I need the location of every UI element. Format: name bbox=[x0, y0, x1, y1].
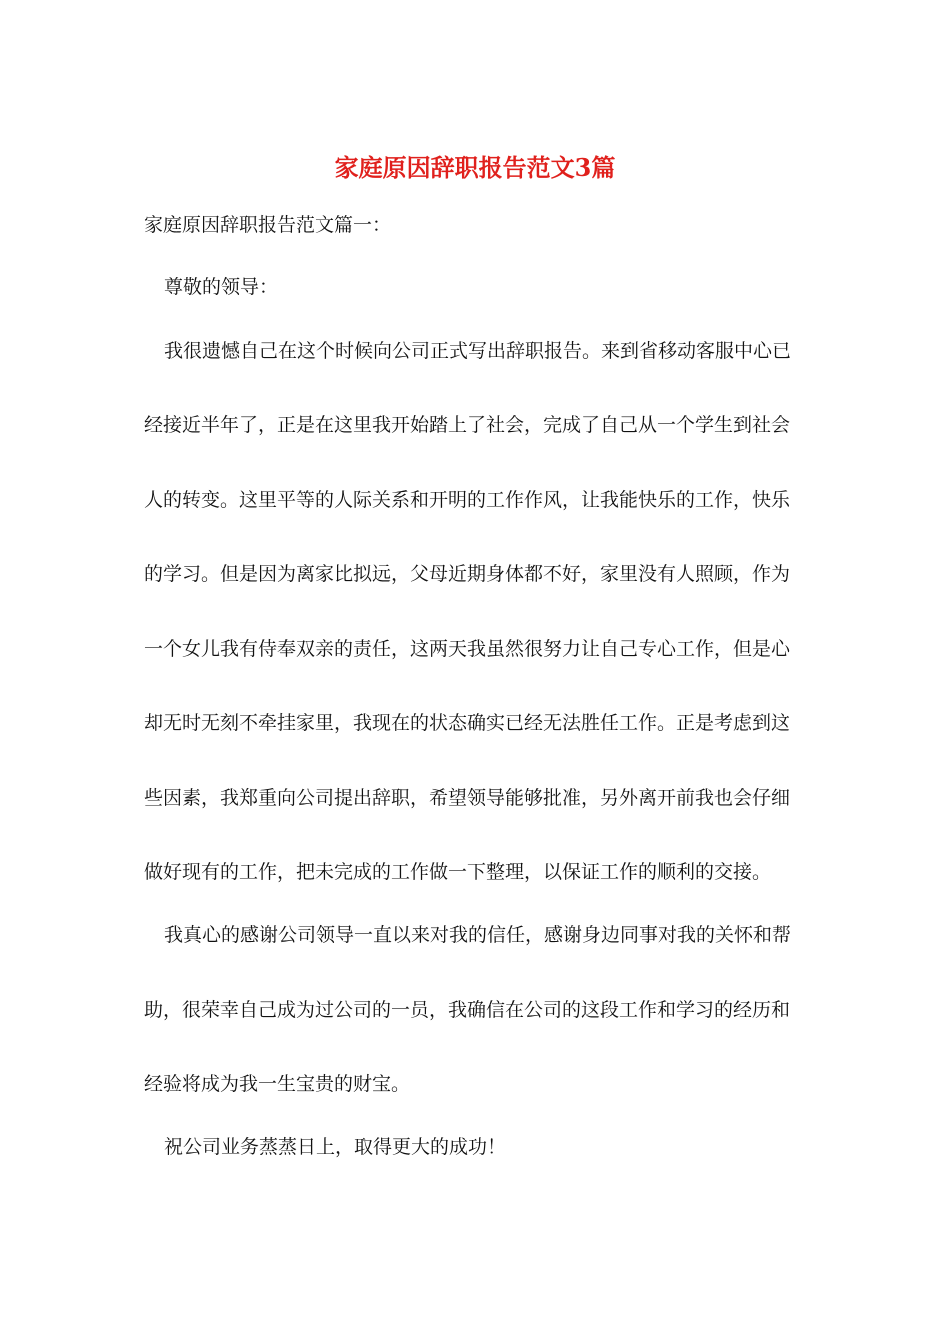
document-title: 家庭原因辞职报告范文3篇 bbox=[334, 153, 616, 182]
paragraph-line: 却无时无刻不牵挂家里，我现在的状态确实已经无法胜任工作。正是考虑到这 bbox=[144, 712, 791, 734]
paragraph-line: 做好现有的工作，把未完成的工作做一下整理，以保证工作的顺利的交接。 bbox=[144, 861, 772, 883]
paragraph-line: 经验将成为我一生宝贵的财宝。 bbox=[144, 1073, 411, 1095]
paragraph-line: 一个女儿我有侍奉双亲的责任，这两天我虽然很努力让自己专心工作，但是心 bbox=[144, 638, 791, 660]
paragraph-line: 些因素，我郑重向公司提出辞职，希望领导能够批准，另外离开前我也会仔细 bbox=[144, 787, 791, 809]
paragraph-line: 经接近半年了，正是在这里我开始踏上了社会，完成了自己从一个学生到社会 bbox=[144, 414, 791, 436]
paragraph-line: 人的转变。这里平等的人际关系和开明的工作作风，让我能快乐的工作，快乐 bbox=[144, 489, 791, 511]
section-heading: 家庭原因辞职报告范文篇一： bbox=[144, 214, 392, 236]
salutation: 尊敬的领导： bbox=[164, 276, 279, 298]
paragraph-line: 助，很荣幸自己成为过公司的一员，我确信在公司的这段工作和学习的经历和 bbox=[144, 999, 791, 1021]
closing-line: 祝公司业务蒸蒸日上，取得更大的成功！ bbox=[164, 1136, 507, 1158]
paragraph-line: 我很遗憾自己在这个时候向公司正式写出辞职报告。来到省移动客服中心已 bbox=[164, 340, 792, 362]
paragraph-line: 的学习。但是因为离家比拟远，父母近期身体都不好，家里没有人照顾，作为 bbox=[144, 563, 791, 585]
paragraph-line: 我真心的感谢公司领导一直以来对我的信任，感谢身边同事对我的关怀和帮 bbox=[164, 924, 792, 946]
